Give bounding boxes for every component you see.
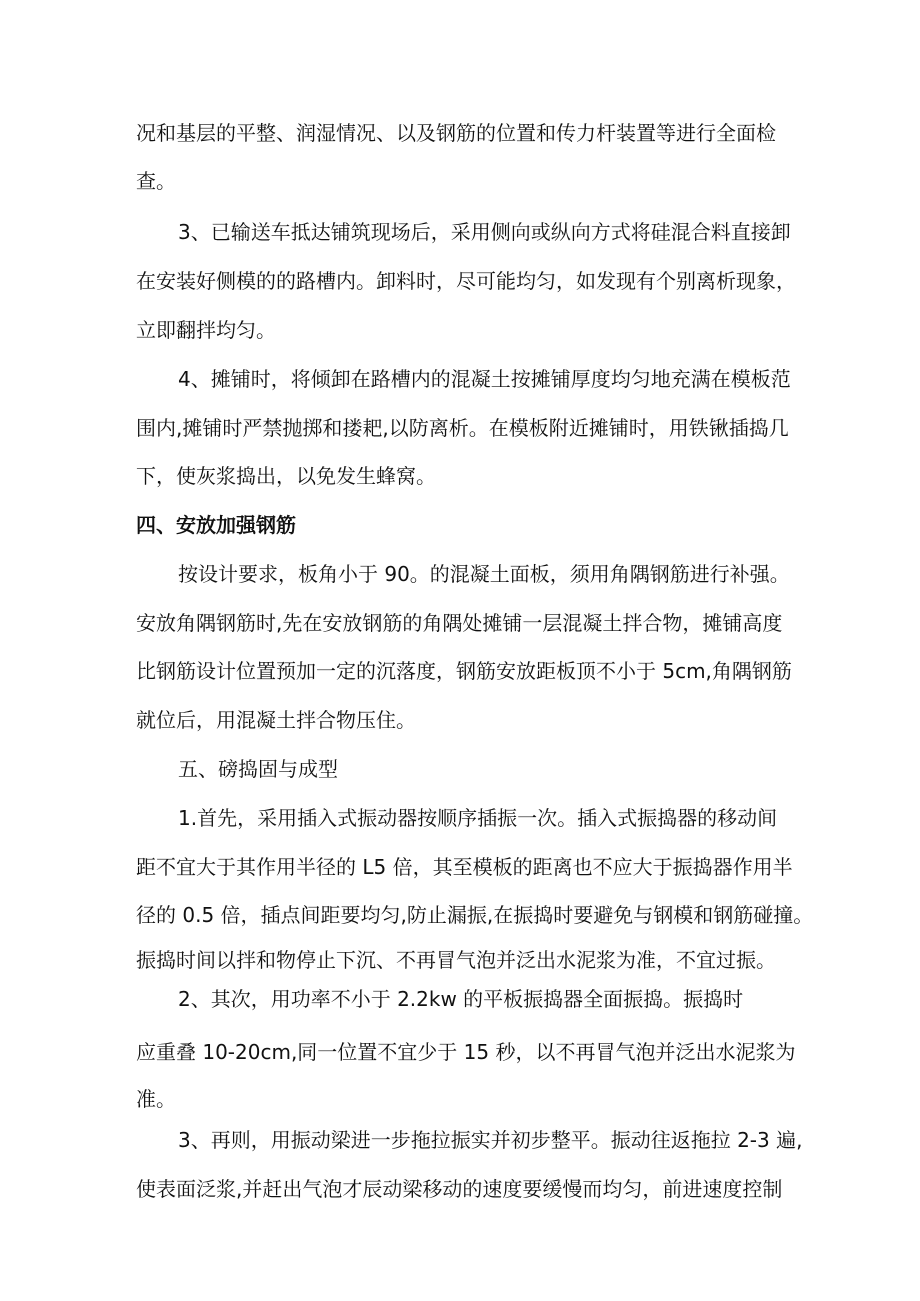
text-line: 况和基层的平整、润湿情况、以及钢筋的位置和传力杆装置等进行全面检: [136, 121, 776, 145]
text-line: 立即翻拌均匀。: [136, 318, 276, 342]
text-line: 距不宜大于其作用半径的 L5 倍，其至模板的距离也不应大于振捣器作用半: [136, 855, 793, 879]
text-line: 安放角隅钢筋时,先在安放钢筋的角隅处摊铺一层混凝土拌合物，摊铺高度: [136, 611, 783, 635]
text-line: 按设计要求，板角小于 90。的混凝土面板，须用角隅钢筋进行补强。: [178, 562, 790, 586]
text-line: 2、其次，用功率不小于 2.2kw 的平板振捣器全面振捣。振捣时: [178, 987, 744, 1011]
text-line: 3、已输送车抵达铺筑现场后，采用侧向或纵向方式将硅混合料直接卸: [178, 220, 791, 244]
text-line: 使表面泛浆,并赶出气泡才辰动梁移动的速度要缓慢而均匀，前进速度控制: [136, 1177, 783, 1201]
text-line: 比钢筋设计位置预加一定的沉落度，钢筋安放距板顶不小于 5cm,角隅钢筋: [136, 659, 792, 683]
section-heading: 四、安放加强钢筋: [136, 513, 296, 537]
section-heading: 五、磅捣固与成型: [178, 757, 338, 781]
text-line: 振捣时间以拌和物停止下沉、不再冒气泡并泛出水泥浆为准，不宜过振。: [136, 948, 776, 972]
text-line: 下，使灰浆捣出，以免发生蜂窝。: [136, 464, 436, 488]
text-line: 径的 0.5 倍，插点间距要均匀,防止漏振,在振捣时要避免与钢模和钢筋碰撞。: [136, 903, 814, 927]
text-line: 就位后，用混凝土拌合物压住。: [136, 708, 416, 732]
text-line: 应重叠 10-20cm,同一位置不宜少于 15 秒，以不再冒气泡并泛出水泥浆为: [136, 1040, 796, 1064]
text-line: 查。: [136, 169, 176, 193]
text-line: 在安装好侧模的的路槽内。卸料时，尽可能均匀，如发现有个别离析现象，: [136, 269, 796, 293]
text-line: 准。: [136, 1087, 176, 1111]
text-line: 3、再则，用振动梁进一步拖拉振实并初步整平。振动往返拖拉 2-3 遍,: [178, 1128, 803, 1152]
text-line: 4、摊铺时，将倾卸在路槽内的混凝土按摊铺厚度均匀地充满在模板范: [178, 367, 791, 391]
text-line: 围内,摊铺时严禁抛掷和搂耙,以防离析。在模板附近摊铺时，用铁锹插捣几: [136, 416, 789, 440]
text-line: 1.首先，采用插入式振动器按顺序插振一次。插入式振捣器的移动间: [178, 806, 778, 830]
